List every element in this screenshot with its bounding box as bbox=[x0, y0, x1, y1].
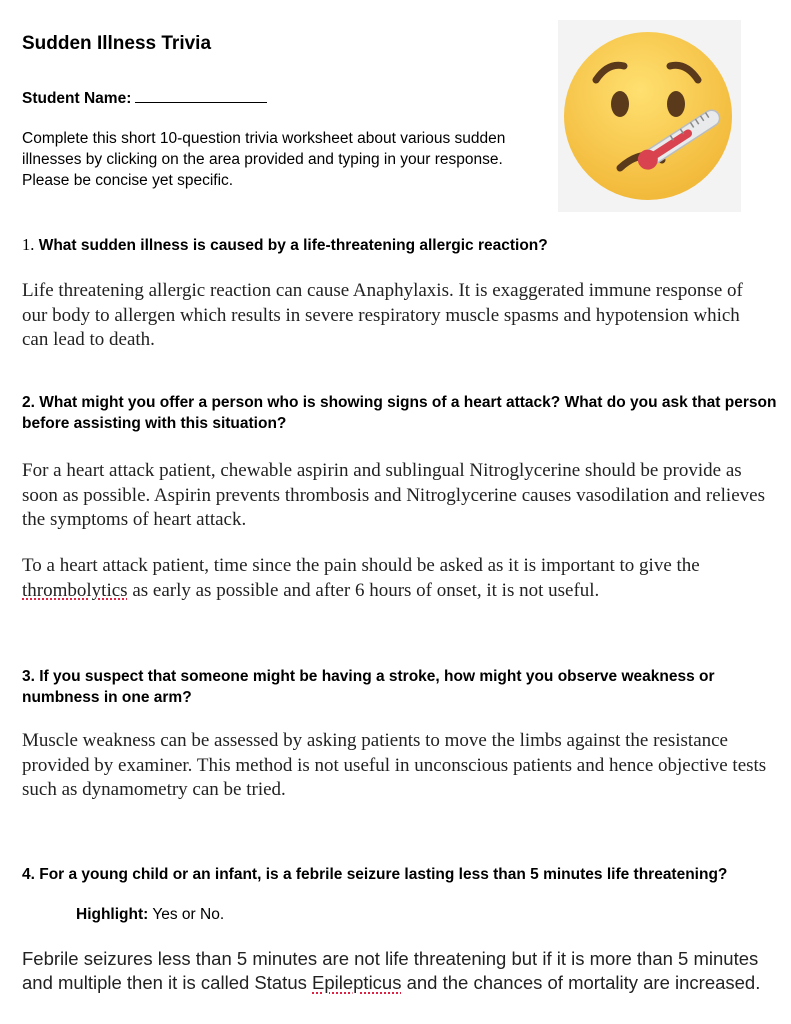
student-name-field[interactable] bbox=[22, 88, 267, 108]
page-title: Sudden Illness Trivia bbox=[22, 33, 212, 54]
question-1 bbox=[22, 234, 782, 256]
answer-2b-part1: To a heart attack patient, time since the pain should be asked as it is important to give the bbox=[22, 555, 700, 576]
answer-4[interactable] bbox=[22, 947, 772, 995]
answer-1[interactable]: Life threatening allergic reaction can cause Anaphylaxis. It is exaggerated immune response of our body to allergen which results in severe respiratory muscle spasms and hypotension which can lead to death. bbox=[22, 280, 743, 350]
answer-3[interactable]: Muscle weakness can be assessed by asking patients to move the limbs against the resistance provided by examiner. This method is not useful in unconscious patients and hence objective tests such as dynamometry can be tried. bbox=[22, 730, 767, 800]
question-3: 3. If you suspect that someone might be having a stroke, how might you observe weakness or numbness in one arm? bbox=[22, 668, 715, 706]
student-name-blank[interactable] bbox=[135, 88, 267, 103]
highlight-prompt bbox=[76, 906, 224, 924]
spellcheck-flag-thrombolytics[interactable]: thrombolytics bbox=[22, 579, 128, 601]
answer-4-part1: Febrile seizures less than 5 minutes are not life threatening but if it is more than 5 minutes and multiple then it is called Status bbox=[22, 948, 759, 993]
face-with-thermometer-icon bbox=[558, 20, 741, 212]
question-4: 4. For a young child or an infant, is a febrile seizure lasting less than 5 minutes life threatening? bbox=[22, 866, 728, 883]
highlight-options[interactable]: Yes or No. bbox=[152, 906, 225, 923]
question-2: 2. What might you offer a person who is showing signs of a heart attack? What do you ask that person before assisting with this situation? bbox=[22, 394, 777, 432]
highlight-label: Highlight: bbox=[76, 906, 149, 923]
answer-4-part2: and the chances of mortality are increased. bbox=[401, 972, 761, 993]
answer-2a[interactable]: For a heart attack patient, chewable aspirin and sublingual Nitroglycerine should be provide as soon as possible. Aspirin prevents thrombosis and Nitroglycerine causes vasodilation and relieves the symptoms of heart attack. bbox=[22, 460, 765, 530]
student-name-label: Student Name: bbox=[22, 90, 132, 107]
spellcheck-flag-epilepticus[interactable]: Epilepticus bbox=[312, 972, 402, 993]
question-1-text: What sudden illness is caused by a life-threatening allergic reaction? bbox=[38, 237, 548, 254]
answer-2b-part2: as early as possible and after 6 hours of onset, it is not useful. bbox=[127, 579, 600, 601]
question-1-number: 1. bbox=[22, 235, 35, 254]
answer-2b[interactable] bbox=[22, 554, 782, 603]
instructions: Complete this short 10-question trivia worksheet about various sudden illnesses by clicking on the area provided and typing in your response. Please be concise yet specific. bbox=[22, 130, 506, 189]
